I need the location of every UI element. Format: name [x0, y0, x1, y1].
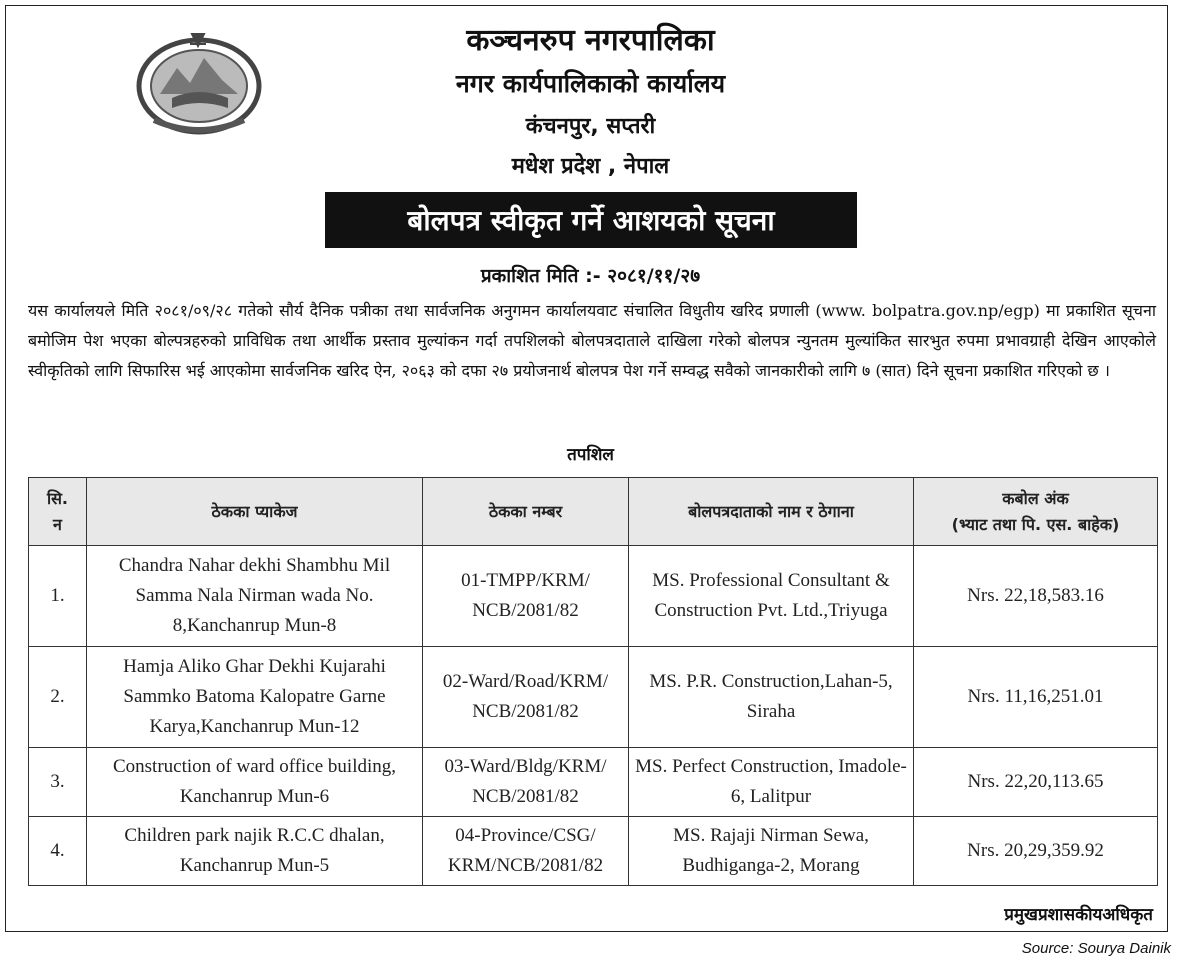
- row-sn: 4.: [29, 817, 87, 886]
- row-amount: Nrs. 22,20,113.65: [914, 748, 1158, 817]
- row-contract-no: 02-Ward/Road/KRM/ NCB/2081/82: [423, 647, 629, 748]
- header-amount: [914, 478, 1158, 546]
- row-package: Children park najik R.C.C dhalan, Kanchanrup Mun-5: [87, 817, 423, 886]
- row-sn: 2.: [29, 647, 87, 748]
- row-bidder: MS. P.R. Construction,Lahan-5, Siraha: [629, 647, 914, 748]
- table-row: [29, 748, 1158, 817]
- header-bidder: बोलपत्रदाताको नाम र ठेगाना: [629, 478, 914, 546]
- office-address: कंचनपुर, सप्तरी: [525, 114, 656, 139]
- header-sn-line1: सि.: [46, 488, 69, 508]
- source-credit: Source: Sourya Dainik: [1021, 940, 1171, 957]
- row-amount: Nrs. 11,16,251.01: [914, 647, 1158, 748]
- table-row: [29, 546, 1158, 647]
- row-contract-no: 03-Ward/Bldg/KRM/ NCB/2081/82: [423, 748, 629, 817]
- table-row: [29, 647, 1158, 748]
- header-sn: [29, 478, 87, 546]
- province-country: मधेश प्रदेश , नेपाल: [511, 154, 670, 179]
- signer-title: प्रमुखप्रशासकीयअधिकृत: [1004, 905, 1153, 925]
- row-package: Construction of ward office building, Kanchanrup Mun-6: [87, 748, 423, 817]
- row-contract-no: 01-TMPP/KRM/ NCB/2081/82: [423, 546, 629, 647]
- row-contract-no: 04-Province/CSG/ KRM/NCB/2081/82: [423, 817, 629, 886]
- row-amount: Nrs. 22,18,583.16: [914, 546, 1158, 647]
- table-caption: तपशिल: [567, 445, 614, 465]
- header-package: ठेकका प्याकेज: [87, 478, 423, 546]
- row-bidder: MS. Professional Consultant & Construction Pvt. Ltd.,Triyuga: [629, 546, 914, 647]
- bid-table: [28, 477, 1158, 886]
- row-package: Hamja Aliko Ghar Dekhi Kujarahi Sammko Batoma Kalopatre Garne Karya,Kanchanrup Mun-12: [87, 647, 423, 748]
- header-amount-line2: (भ्याट तथा पि. एस. बाहेक): [951, 514, 1120, 534]
- table-header-row: [29, 478, 1158, 546]
- notice-title: बोलपत्र स्वीकृत गर्ने आशयको सूचना: [325, 192, 857, 248]
- office-name: नगर कार्यपालिकाको कार्यालय: [455, 69, 726, 98]
- published-date: प्रकाशित मिति :- २०८१/११/२७: [480, 265, 701, 287]
- row-bidder: MS. Rajaji Nirman Sewa, Budhiganga-2, Morang: [629, 817, 914, 886]
- row-sn: 3.: [29, 748, 87, 817]
- header-contract-no: ठेकका नम्बर: [423, 478, 629, 546]
- row-sn: 1.: [29, 546, 87, 647]
- municipality-name: कञ्चनरुप नगरपालिका: [466, 23, 715, 58]
- row-package: Chandra Nahar dekhi Shambhu Mil Samma Nala Nirman wada No. 8,Kanchanrup Mun-8: [87, 546, 423, 647]
- row-bidder: MS. Perfect Construction, Imadole-6, Lalitpur: [629, 748, 914, 817]
- table-row: [29, 817, 1158, 886]
- header-sn-line2: न: [53, 514, 62, 534]
- row-amount: Nrs. 20,29,359.92: [914, 817, 1158, 886]
- header-amount-line1: कबोल अंक: [1002, 488, 1069, 508]
- notice-body: यस कार्यालयले मिति २०८१/०९/२८ गतेको सौर्य दैनिक पत्रीका तथा सार्वजनिक अनुगमन कार्यालयवाट संचालित विधुतीय खरिद प्रणाली (www. bolpatra.gov.np/egp) मा प्रकाशित सूचना बमोजिम पेश भएका बोल्पत्रहरुको प्राविधिक तथा आर्थीक प्रस्ताव मुल्यांकन गर्दा तपशिलको बोलपत्रदाताले दाखिला गरेको बोलपत्र न्युनतम मुल्यांकित सारभुत रुपमा प्रभावग्राही देखिन आएकोले स्वीकृतिको लागि सिफारिस भई आएकोमा सार्वजनिक खरिद ऐन, २०६३ को दफा २७ प्रयोजनार्थ बोलपत्र पेश गर्ने सम्वद्ध सवैको जानकारीको लागि ७ (सात) दिने सूचना प्रकाशित गरिएको छ ।: [28, 301, 1156, 380]
